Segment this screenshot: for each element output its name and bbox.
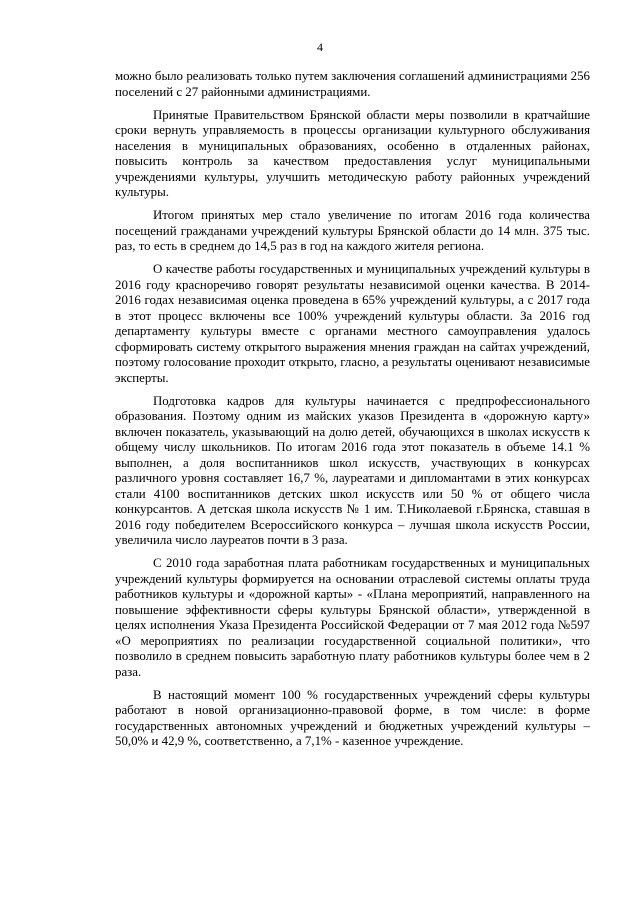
page-number: 4 [317,40,323,54]
paragraph-continuation: можно было реализовать только путем заключения соглашений администрациями 256 поселений с 27 районными администрациями. [115,69,590,99]
document-body [115,69,590,757]
paragraph-quality-assessment: О качестве работы государственных и муниципальных учреждений культуры в 2016 году красноречиво говорят результаты независимой оценки качества. В 2014-2016 годах независимая оценка проведена в 65% учреждений культуры, а с 2017 года в этот процесс включены все 100% учреждений культуры области. За 2016 год департаменту культуры вместе с органами местного самоуправления удалось сформировать систему открытого выражения мнения граждан на сайтах учреждений, поэтому голосование проходит открыто, гласно, а результаты оценивают независимые эксперты. [115,262,590,385]
paragraph-government-measures: Принятые Правительством Брянской области меры позволили в кратчайшие сроки вернуть управляемость в процессы организации культурного обслуживания населения в муниципальных образованиях, особенно в отдаленных районах, повысить контроль за качеством предоставления услуг муниципальными учреждениями культуры, улучшить методическую работу районных учреждений культуры. [115,107,590,199]
paragraph-personnel-training: Подготовка кадров для культуры начинается с предпрофессионального образования. Поэтому одним из майских указов Президента в «дорожную карту» включен показатель, указывающий на долю детей, обучающихся в школах искусств к общему числу школьников. По итогам 2016 года этот показатель в объеме 14.1 % выполнен, а доля воспитанников школ искусств, участвующих в конкурсах различного уровня составляет 16,7 %, лауреатами и дипломантами в этих конкурсах стали 4100 воспитанников детских школ искусств или 50 % от общего числа конкурсантов. А детская школа искусств № 1 им. Т.Николаевой г.Брянска, ставшая в 2016 году победителем Всероссийского конкурса – лучшая школа искусств России, увеличила число лауреатов почти в 3 раза. [115,393,590,547]
paragraph-legal-form: В настоящий момент 100 % государственных учреждений сферы культуры работают в новой организационно-правовой форме, в том числе: в форме государственных автономных учреждений и бюджетных учреждений культуры – 50,0% и 42,9 %, соответственно, а 7,1% - казенное учреждение. [115,687,590,748]
paragraph-salary: С 2010 года заработная плата работникам государственных и муниципальных учреждений культуры формируется на основании отраслевой системы оплаты труда работников культуры и «дорожной карты» - «Плана мероприятий, направленного на повышение эффективности сферы культуры Брянской области», утвержденной в целях исполнения Указа Президента Российской Федерации от 7 мая 2012 года №597 «О мероприятиях по реализации государственной социальной политики», что позволило в среднем повысить заработную плату работников культуры более чем в 2 раза. [115,556,590,679]
paragraph-visits-result: Итогом принятых мер стало увеличение по итогам 2016 года количества посещений гражданами учреждений культуры Брянской области до 14 млн. 375 тыс. раз, то есть в среднем до 14,5 раз в год на каждого жителя региона. [115,208,590,253]
